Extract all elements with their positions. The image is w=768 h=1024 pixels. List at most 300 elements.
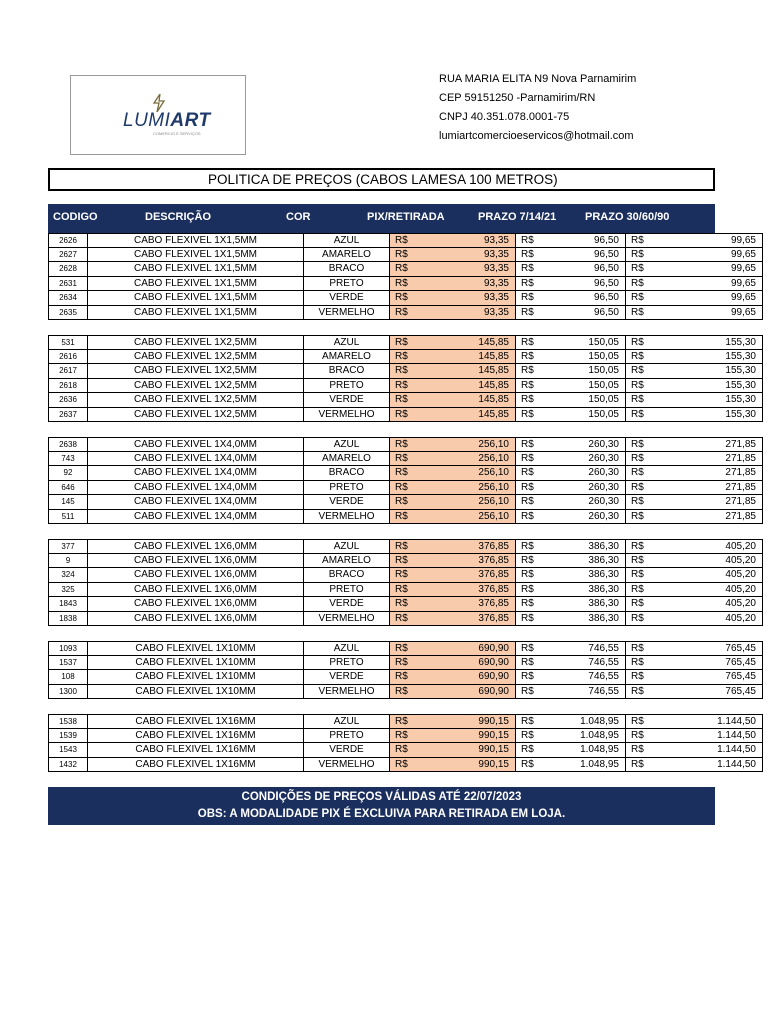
price-pix-cell <box>390 714 516 729</box>
price-prazo-1-cell <box>516 364 626 379</box>
product-description: CABO FLEXIVEL 1X16MM <box>88 729 304 744</box>
currency-symbol: R$ <box>521 452 534 464</box>
currency-symbol: R$ <box>395 758 408 770</box>
page-title-box <box>48 168 715 191</box>
price-pix-cell <box>390 758 516 773</box>
product-description: CABO FLEXIVEL 1X2,5MM <box>88 350 304 365</box>
price-prazo-2: 99,65 <box>730 235 756 246</box>
currency-symbol: R$ <box>395 439 408 450</box>
price-pix-cell <box>390 248 516 263</box>
price-pix-cell <box>390 335 516 350</box>
product-group <box>48 714 756 772</box>
currency-symbol: R$ <box>521 685 534 697</box>
product-group <box>48 335 756 422</box>
price-pix-cell <box>390 641 516 656</box>
price-prazo-2-cell <box>626 656 763 671</box>
product-color: VERDE <box>304 291 390 306</box>
product-description: CABO FLEXIVEL 1X16MM <box>88 714 304 729</box>
currency-symbol: R$ <box>631 481 644 493</box>
table-row <box>48 364 756 379</box>
product-description: CABO FLEXIVEL 1X6,0MM <box>88 612 304 627</box>
currency-symbol: R$ <box>521 235 534 246</box>
price-prazo-1: 1.048,95 <box>580 758 619 770</box>
price-pix: 145,85 <box>478 350 509 362</box>
table-row <box>48 335 756 350</box>
company-email: lumiartcomercioeservicos@hotmail.com <box>439 130 634 142</box>
currency-symbol: R$ <box>631 235 644 246</box>
price-prazo-1: 260,30 <box>588 496 619 507</box>
price-pix: 256,10 <box>478 452 509 464</box>
price-pix-cell <box>390 393 516 408</box>
currency-symbol: R$ <box>631 612 644 624</box>
table-row <box>48 248 756 263</box>
product-description: CABO FLEXIVEL 1X2,5MM <box>88 393 304 408</box>
currency-symbol: R$ <box>395 569 408 580</box>
currency-symbol: R$ <box>631 496 644 507</box>
price-prazo-1: 150,05 <box>588 350 619 362</box>
price-prazo-1-cell <box>516 452 626 467</box>
currency-symbol: R$ <box>521 248 534 260</box>
product-description: CABO FLEXIVEL 1X16MM <box>88 743 304 758</box>
product-code: 1543 <box>48 743 88 758</box>
price-prazo-1: 1.048,95 <box>580 716 619 727</box>
product-code: 377 <box>48 539 88 554</box>
price-prazo-2-cell <box>626 291 763 306</box>
price-prazo-2: 271,85 <box>725 496 756 507</box>
product-code: 2626 <box>48 233 88 248</box>
price-pix-cell <box>390 568 516 583</box>
price-prazo-1: 150,05 <box>588 394 619 405</box>
product-code: 1539 <box>48 729 88 744</box>
currency-symbol: R$ <box>521 350 534 362</box>
price-prazo-2-cell <box>626 408 763 423</box>
table-row <box>48 597 756 612</box>
currency-symbol: R$ <box>395 685 408 697</box>
company-address: RUA MARIA ELITA N9 Nova Parnamirim <box>439 73 637 85</box>
logo-tagline: COMERCIO E SERVIÇOS <box>153 131 201 136</box>
price-prazo-1: 386,30 <box>588 612 619 624</box>
price-pix-cell <box>390 510 516 525</box>
currency-symbol: R$ <box>395 729 408 741</box>
product-description: CABO FLEXIVEL 1X4,0MM <box>88 510 304 525</box>
product-code: 325 <box>48 583 88 598</box>
product-description: CABO FLEXIVEL 1X1,5MM <box>88 306 304 321</box>
price-prazo-1-cell <box>516 583 626 598</box>
currency-symbol: R$ <box>521 365 534 376</box>
product-code: 92 <box>48 466 88 481</box>
price-prazo-2-cell <box>626 714 763 729</box>
price-pix: 93,35 <box>483 263 509 274</box>
currency-symbol: R$ <box>521 744 534 755</box>
currency-symbol: R$ <box>395 263 408 274</box>
price-prazo-2-cell <box>626 481 763 496</box>
currency-symbol: R$ <box>631 439 644 450</box>
product-color: AMARELO <box>304 554 390 569</box>
currency-symbol: R$ <box>395 744 408 755</box>
price-prazo-2: 271,85 <box>725 452 756 464</box>
price-prazo-2-cell <box>626 452 763 467</box>
currency-symbol: R$ <box>521 729 534 741</box>
product-description: CABO FLEXIVEL 1X10MM <box>88 656 304 671</box>
currency-symbol: R$ <box>631 510 644 522</box>
price-prazo-1-cell <box>516 262 626 277</box>
price-prazo-2: 405,20 <box>725 541 756 552</box>
currency-symbol: R$ <box>521 541 534 552</box>
price-prazo-2-cell <box>626 437 763 452</box>
table-row <box>48 714 756 729</box>
product-description: CABO FLEXIVEL 1X4,0MM <box>88 437 304 452</box>
currency-symbol: R$ <box>631 598 644 609</box>
price-prazo-1-cell <box>516 306 626 321</box>
price-prazo-1-cell <box>516 714 626 729</box>
product-description: CABO FLEXIVEL 1X16MM <box>88 758 304 773</box>
product-color: AZUL <box>304 539 390 554</box>
price-prazo-2: 271,85 <box>725 439 756 450</box>
header-pix: PIX/RETIRADA <box>367 211 445 223</box>
price-pix: 145,85 <box>478 408 509 420</box>
product-code: 2636 <box>48 393 88 408</box>
currency-symbol: R$ <box>631 394 644 405</box>
price-prazo-1: 260,30 <box>588 510 619 522</box>
product-color: VERMELHO <box>304 306 390 321</box>
price-prazo-1: 260,30 <box>588 452 619 464</box>
currency-symbol: R$ <box>631 379 644 391</box>
product-color: VERMELHO <box>304 408 390 423</box>
price-prazo-1: 1.048,95 <box>580 729 619 741</box>
price-prazo-1: 260,30 <box>588 467 619 478</box>
price-prazo-2: 405,20 <box>725 554 756 566</box>
product-color: VERMELHO <box>304 612 390 627</box>
price-prazo-2-cell <box>626 306 763 321</box>
product-color: BRACO <box>304 568 390 583</box>
price-prazo-2-cell <box>626 554 763 569</box>
currency-symbol: R$ <box>521 643 534 654</box>
company-logo <box>70 75 246 155</box>
currency-symbol: R$ <box>521 439 534 450</box>
price-prazo-1-cell <box>516 685 626 700</box>
price-prazo-2: 271,85 <box>725 510 756 522</box>
price-prazo-1-cell <box>516 248 626 263</box>
price-prazo-1-cell <box>516 758 626 773</box>
price-prazo-1: 150,05 <box>588 365 619 376</box>
currency-symbol: R$ <box>631 554 644 566</box>
product-color: VERMELHO <box>304 758 390 773</box>
price-pix: 256,10 <box>478 510 509 522</box>
price-prazo-2: 99,65 <box>730 263 756 274</box>
currency-symbol: R$ <box>395 277 408 289</box>
price-prazo-2-cell <box>626 729 763 744</box>
price-pix-cell <box>390 612 516 627</box>
price-prazo-2-cell <box>626 495 763 510</box>
price-prazo-1: 746,55 <box>588 685 619 697</box>
price-prazo-2-cell <box>626 743 763 758</box>
product-description: CABO FLEXIVEL 1X1,5MM <box>88 277 304 292</box>
currency-symbol: R$ <box>521 337 534 348</box>
product-description: CABO FLEXIVEL 1X4,0MM <box>88 466 304 481</box>
price-prazo-2: 765,45 <box>725 671 756 682</box>
price-prazo-2-cell <box>626 641 763 656</box>
price-pix: 990,15 <box>478 744 509 755</box>
price-pix: 376,85 <box>478 612 509 624</box>
price-prazo-1: 746,55 <box>588 671 619 682</box>
product-description: CABO FLEXIVEL 1X4,0MM <box>88 452 304 467</box>
table-row <box>48 452 756 467</box>
price-pix: 93,35 <box>483 248 509 260</box>
product-color: AZUL <box>304 437 390 452</box>
product-color: BRACO <box>304 364 390 379</box>
table-row <box>48 379 756 394</box>
table-row <box>48 656 756 671</box>
table-header <box>48 204 715 233</box>
currency-symbol: R$ <box>395 452 408 464</box>
currency-symbol: R$ <box>395 379 408 391</box>
price-pix-cell <box>390 539 516 554</box>
currency-symbol: R$ <box>631 716 644 727</box>
table-row <box>48 408 756 423</box>
price-prazo-1: 260,30 <box>588 481 619 493</box>
product-description: CABO FLEXIVEL 1X10MM <box>88 685 304 700</box>
price-pix: 690,90 <box>478 643 509 654</box>
product-description: CABO FLEXIVEL 1X6,0MM <box>88 568 304 583</box>
product-description: CABO FLEXIVEL 1X1,5MM <box>88 248 304 263</box>
price-prazo-1: 1.048,95 <box>580 744 619 755</box>
currency-symbol: R$ <box>395 583 408 595</box>
price-prazo-2-cell <box>626 568 763 583</box>
currency-symbol: R$ <box>631 337 644 348</box>
footer-validity: CONDIÇÕES DE PREÇOS VÁLIDAS ATÉ 22/07/2023 <box>241 791 522 803</box>
header-prazo-1: PRAZO 7/14/21 <box>478 211 557 223</box>
price-prazo-1-cell <box>516 481 626 496</box>
header-prazo-2: PRAZO 30/60/90 <box>585 211 670 223</box>
product-description: CABO FLEXIVEL 1X6,0MM <box>88 597 304 612</box>
price-prazo-1-cell <box>516 510 626 525</box>
currency-symbol: R$ <box>395 394 408 405</box>
product-description: CABO FLEXIVEL 1X6,0MM <box>88 583 304 598</box>
product-color: BRACO <box>304 262 390 277</box>
price-prazo-2: 405,20 <box>725 598 756 609</box>
price-prazo-1-cell <box>516 568 626 583</box>
currency-symbol: R$ <box>631 467 644 478</box>
price-prazo-2-cell <box>626 612 763 627</box>
currency-symbol: R$ <box>395 365 408 376</box>
price-prazo-1-cell <box>516 641 626 656</box>
price-prazo-2-cell <box>626 539 763 554</box>
price-prazo-1-cell <box>516 612 626 627</box>
product-description: CABO FLEXIVEL 1X4,0MM <box>88 495 304 510</box>
price-prazo-2-cell <box>626 233 763 248</box>
price-pix: 376,85 <box>478 569 509 580</box>
price-pix-cell <box>390 408 516 423</box>
currency-symbol: R$ <box>521 467 534 478</box>
product-description: CABO FLEXIVEL 1X1,5MM <box>88 233 304 248</box>
table-row <box>48 612 756 627</box>
table-row <box>48 262 756 277</box>
price-prazo-1-cell <box>516 408 626 423</box>
price-prazo-2: 155,30 <box>725 408 756 420</box>
company-info <box>439 70 636 146</box>
currency-symbol: R$ <box>395 671 408 682</box>
price-prazo-1-cell <box>516 656 626 671</box>
currency-symbol: R$ <box>521 481 534 493</box>
table-row <box>48 350 756 365</box>
product-code: 531 <box>48 335 88 350</box>
price-prazo-2: 405,20 <box>725 569 756 580</box>
price-pix: 93,35 <box>483 306 509 318</box>
price-prazo-1: 746,55 <box>588 643 619 654</box>
price-prazo-1-cell <box>516 350 626 365</box>
price-prazo-1-cell <box>516 437 626 452</box>
table-row <box>48 277 756 292</box>
product-code: 108 <box>48 670 88 685</box>
table-row <box>48 729 756 744</box>
product-color: VERMELHO <box>304 685 390 700</box>
currency-symbol: R$ <box>631 583 644 595</box>
price-pix: 690,90 <box>478 685 509 697</box>
product-color: VERDE <box>304 743 390 758</box>
price-pix: 145,85 <box>478 379 509 391</box>
table-row <box>48 758 756 773</box>
table-row <box>48 554 756 569</box>
price-prazo-1: 260,30 <box>588 439 619 450</box>
header-codigo: CODIGO <box>53 211 98 223</box>
price-pix-cell <box>390 481 516 496</box>
product-code: 2616 <box>48 350 88 365</box>
currency-symbol: R$ <box>395 481 408 493</box>
currency-symbol: R$ <box>521 379 534 391</box>
currency-symbol: R$ <box>395 350 408 362</box>
product-description: CABO FLEXIVEL 1X2,5MM <box>88 335 304 350</box>
currency-symbol: R$ <box>631 365 644 376</box>
currency-symbol: R$ <box>521 569 534 580</box>
price-prazo-2-cell <box>626 758 763 773</box>
price-prazo-1: 386,30 <box>588 554 619 566</box>
product-code: 1093 <box>48 641 88 656</box>
price-pix-cell <box>390 729 516 744</box>
price-pix-cell <box>390 597 516 612</box>
header-descricao: DESCRIÇÃO <box>145 211 212 223</box>
currency-symbol: R$ <box>521 496 534 507</box>
price-prazo-1-cell <box>516 539 626 554</box>
table-row <box>48 495 756 510</box>
price-prazo-2-cell <box>626 685 763 700</box>
currency-symbol: R$ <box>521 583 534 595</box>
product-code: 2627 <box>48 248 88 263</box>
product-code: 2628 <box>48 262 88 277</box>
product-code: 2637 <box>48 408 88 423</box>
price-prazo-2: 155,30 <box>725 350 756 362</box>
currency-symbol: R$ <box>395 554 408 566</box>
product-color: AMARELO <box>304 350 390 365</box>
price-pix-cell <box>390 306 516 321</box>
table-row <box>48 306 756 321</box>
price-prazo-2: 99,65 <box>730 248 756 260</box>
price-prazo-1: 150,05 <box>588 337 619 348</box>
currency-symbol: R$ <box>631 452 644 464</box>
currency-symbol: R$ <box>631 643 644 654</box>
price-prazo-2-cell <box>626 379 763 394</box>
price-prazo-1-cell <box>516 670 626 685</box>
price-prazo-1-cell <box>516 597 626 612</box>
price-prazo-1: 96,50 <box>593 292 619 303</box>
product-code: 2635 <box>48 306 88 321</box>
product-code: 2631 <box>48 277 88 292</box>
footer-obs: OBS: A MODALIDADE PIX É EXCLUIVA PARA RETIRADA EM LOJA. <box>197 808 566 820</box>
currency-symbol: R$ <box>521 612 534 624</box>
currency-symbol: R$ <box>395 643 408 654</box>
product-group <box>48 539 756 626</box>
currency-symbol: R$ <box>395 496 408 507</box>
product-description: CABO FLEXIVEL 1X4,0MM <box>88 481 304 496</box>
currency-symbol: R$ <box>631 292 644 303</box>
product-color: AMARELO <box>304 248 390 263</box>
currency-symbol: R$ <box>521 656 534 668</box>
price-pix-cell <box>390 656 516 671</box>
product-color: VERMELHO <box>304 510 390 525</box>
price-pix: 376,85 <box>478 583 509 595</box>
currency-symbol: R$ <box>521 554 534 566</box>
product-color: AZUL <box>304 335 390 350</box>
product-description: CABO FLEXIVEL 1X10MM <box>88 670 304 685</box>
price-pix: 376,85 <box>478 554 509 566</box>
price-prazo-1: 96,50 <box>593 306 619 318</box>
price-prazo-2-cell <box>626 466 763 481</box>
price-pix: 376,85 <box>478 541 509 552</box>
table-row <box>48 510 756 525</box>
product-color: AZUL <box>304 714 390 729</box>
product-color: AZUL <box>304 641 390 656</box>
product-group <box>48 641 756 699</box>
product-color: VERDE <box>304 670 390 685</box>
currency-symbol: R$ <box>521 716 534 727</box>
currency-symbol: R$ <box>631 263 644 274</box>
page-title: POLITICA DE PREÇOS (CABOS LAMESA 100 METROS) <box>208 172 558 187</box>
table-row <box>48 641 756 656</box>
price-prazo-1: 386,30 <box>588 569 619 580</box>
product-description: CABO FLEXIVEL 1X2,5MM <box>88 408 304 423</box>
currency-symbol: R$ <box>631 408 644 420</box>
price-pix-cell <box>390 291 516 306</box>
currency-symbol: R$ <box>395 292 408 303</box>
currency-symbol: R$ <box>395 716 408 727</box>
currency-symbol: R$ <box>395 306 408 318</box>
price-pix-cell <box>390 685 516 700</box>
price-prazo-1: 96,50 <box>593 263 619 274</box>
price-prazo-1-cell <box>516 393 626 408</box>
product-code: 1432 <box>48 758 88 773</box>
product-description: CABO FLEXIVEL 1X2,5MM <box>88 379 304 394</box>
currency-symbol: R$ <box>631 306 644 318</box>
price-prazo-2: 765,45 <box>725 656 756 668</box>
product-color: PRETO <box>304 583 390 598</box>
price-pix-cell <box>390 670 516 685</box>
price-prazo-2: 765,45 <box>725 685 756 697</box>
price-pix-cell <box>390 452 516 467</box>
price-pix: 93,35 <box>483 277 509 289</box>
product-description: CABO FLEXIVEL 1X6,0MM <box>88 554 304 569</box>
price-prazo-2: 155,30 <box>725 394 756 405</box>
currency-symbol: R$ <box>521 394 534 405</box>
currency-symbol: R$ <box>521 306 534 318</box>
product-description: CABO FLEXIVEL 1X2,5MM <box>88 364 304 379</box>
product-color: PRETO <box>304 277 390 292</box>
price-pix: 93,35 <box>483 235 509 246</box>
table-row <box>48 568 756 583</box>
table-row <box>48 233 756 248</box>
product-group <box>48 437 756 524</box>
price-prazo-2: 1.144,50 <box>717 744 756 755</box>
price-prazo-1-cell <box>516 466 626 481</box>
price-prazo-2: 271,85 <box>725 467 756 478</box>
